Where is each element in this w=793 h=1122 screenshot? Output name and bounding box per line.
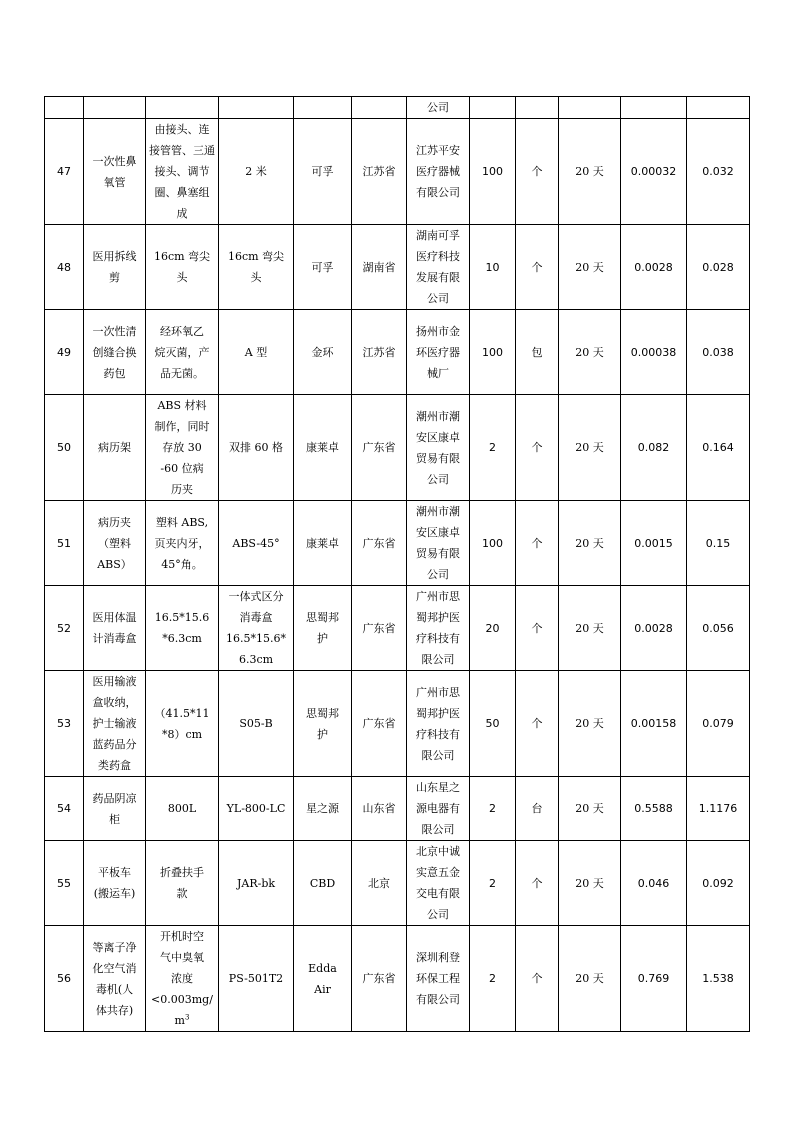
cell-line: 烷灭菌，产 (154, 345, 210, 359)
cell-name (84, 586, 146, 671)
cell-line: *8）cm (161, 727, 203, 741)
cell-line: 平板车 (98, 866, 131, 879)
cell-spec (146, 926, 219, 1032)
cell-line: 蓝药品分 (92, 738, 137, 751)
table-row (45, 501, 750, 586)
cell-line: （41.5*11 (154, 706, 210, 720)
cell-supplier (407, 586, 470, 671)
cell-line: 可孚 (311, 260, 334, 274)
cell-name (84, 501, 146, 586)
cell-supplier (407, 841, 470, 926)
cell-line: 历夹 (171, 483, 193, 496)
cell-unit: 个 (516, 926, 559, 1032)
cell-line: 北京中诚 (416, 845, 460, 858)
cell-line: 械厂 (427, 366, 449, 380)
cell-line: <0.003mg/ (151, 993, 213, 1006)
table-row (45, 777, 750, 841)
cell-line: 发展有限 (416, 271, 460, 284)
cell-brand (294, 841, 352, 926)
cell-line: 护士输液 (92, 717, 137, 730)
cell-total: 0.056 (687, 586, 750, 671)
cell-line: 山东星之 (416, 781, 460, 794)
cell-price: 0.00158 (621, 671, 687, 777)
cell-delivery: 20 天 (559, 501, 621, 586)
cell-model (219, 671, 294, 777)
cell-line: ABS 材料 (157, 399, 207, 412)
cell-qty: 2 (470, 841, 516, 926)
cell-line: 思蜀邦 (306, 706, 339, 720)
cell-no: 52 (45, 586, 84, 671)
cell-line: 星之源 (306, 802, 339, 815)
cell-spec (146, 225, 219, 310)
cell-unit: 个 (516, 671, 559, 777)
cell-delivery: 20 天 (559, 310, 621, 395)
cell-total: 0.092 (687, 841, 750, 926)
cell-origin: 山东省 (352, 777, 407, 841)
cell-name (84, 119, 146, 225)
cell-total: 0.164 (687, 395, 750, 501)
cell-line: Edda (308, 961, 337, 975)
cell-spec (146, 777, 219, 841)
cell-price: 0.769 (621, 926, 687, 1032)
cell-spec (146, 841, 219, 926)
cell-line: 存放 30 (162, 441, 202, 454)
cell-supplier (407, 310, 470, 395)
cell-line: 安区康卓 (416, 526, 460, 539)
cell-unit: 个 (516, 395, 559, 501)
cell-line: 康莱卓 (306, 536, 339, 550)
cell-line: 广州市思 (416, 590, 460, 603)
cell-name (84, 841, 146, 926)
cell-line: A 型 (244, 345, 268, 359)
cell-line: 45°角。 (161, 557, 203, 571)
cell-delivery: 20 天 (559, 225, 621, 310)
cell-line: 限公司 (421, 653, 455, 666)
cell-line: 医用体温 (92, 611, 137, 624)
cell-line: 计消毒盒 (92, 632, 137, 645)
cell-price: 0.0028 (621, 225, 687, 310)
cell-qty: 10 (470, 225, 516, 310)
cell-line: CBD (309, 876, 336, 890)
cell-delivery: 20 天 (559, 671, 621, 777)
cell-origin: 北京 (352, 841, 407, 926)
cell-name (84, 395, 146, 501)
table-row (45, 395, 750, 501)
cell-unit (516, 97, 559, 119)
cell-line: 交电有限 (416, 887, 460, 900)
cell-line: PS-501T2 (228, 972, 284, 985)
cell-delivery: 20 天 (559, 395, 621, 501)
cell-origin: 江苏省 (352, 310, 407, 395)
cell-line: S05-B (239, 717, 273, 730)
cell-line: 气中臭氧 (160, 951, 204, 964)
cell-line: 医疗器械 (416, 165, 460, 178)
cell-brand (294, 225, 352, 310)
cell-line: 16.5*15.6* (226, 632, 286, 645)
cell-no: 55 (45, 841, 84, 926)
cell-total: 0.079 (687, 671, 750, 777)
table-row (45, 586, 750, 671)
cell-price (621, 97, 687, 119)
cell-supplier (407, 395, 470, 501)
cell-spec (146, 310, 219, 395)
cell-total: 0.038 (687, 310, 750, 395)
cell-line: 双排 60 格 (229, 441, 283, 454)
cell-line: 思蜀邦 (306, 611, 339, 624)
cell-unit: 个 (516, 586, 559, 671)
cell-price: 0.0015 (621, 501, 687, 586)
cell-line: 药品阴凉 (92, 791, 137, 805)
cell-no: 53 (45, 671, 84, 777)
cell-name (84, 671, 146, 777)
cell-total: 1.538 (687, 926, 750, 1032)
cell-line: 实意五金 (416, 866, 460, 879)
cell-line: 医用输液 (92, 675, 137, 688)
cell-line: 盒收纳， (92, 696, 137, 709)
cell-model (219, 586, 294, 671)
cell-model (219, 119, 294, 225)
cell-delivery: 20 天 (559, 926, 621, 1032)
cell-line: YL-800-LC (226, 802, 286, 815)
cell-line: 消毒盒 (239, 611, 273, 624)
cell-line: 贸易有限 (416, 451, 460, 465)
cell-origin: 广东省 (352, 671, 407, 777)
cell-line: 蜀邦护医 (416, 706, 460, 720)
cell-line: 护 (317, 632, 328, 645)
cell-supplier: 公司 (407, 97, 470, 119)
cell-no: 51 (45, 501, 84, 586)
cell-delivery: 20 天 (559, 777, 621, 841)
cell-line: 800L (167, 802, 197, 815)
cell-no (45, 97, 84, 119)
cell-price: 0.5588 (621, 777, 687, 841)
cell-line: ABS） (97, 557, 132, 571)
cell-qty: 100 (470, 310, 516, 395)
cell-price: 0.082 (621, 395, 687, 501)
cell-line: 潮州市潮 (416, 505, 460, 518)
cell-line: 开机时空 (160, 930, 204, 943)
cell-origin: 广东省 (352, 586, 407, 671)
cell-no: 49 (45, 310, 84, 395)
cell-line: 金环 (311, 345, 334, 359)
cell-brand (294, 777, 352, 841)
cell-line: 深圳利登 (416, 951, 460, 964)
cell-qty: 20 (470, 586, 516, 671)
cell-line: 品无菌。 (160, 366, 204, 380)
cell-line: 公司 (427, 472, 449, 486)
cell-line: 类药盒 (98, 759, 131, 772)
cell-name (84, 310, 146, 395)
cell-origin: 广东省 (352, 926, 407, 1032)
cell-qty: 50 (470, 671, 516, 777)
cell-line: 可孚 (311, 165, 334, 178)
cell-supplier (407, 926, 470, 1032)
cell-line: 剪 (109, 271, 120, 284)
cell-line: 塑料 ABS, (155, 515, 209, 529)
table-row (45, 841, 750, 926)
cell-line: 一体式区分 (228, 590, 284, 603)
cell-line: 6.3cm (238, 653, 274, 666)
cell-line: 病历架 (98, 441, 131, 454)
cell-line: 疗科技有 (416, 727, 460, 741)
cell-spec (146, 97, 219, 119)
cell-line: 圈、鼻塞组 (154, 186, 210, 199)
cell-line: 病历夹 (98, 515, 131, 529)
cell-line: 一次性清 (92, 324, 137, 338)
cell-line: 由接头、连 (154, 123, 210, 136)
cell-model (219, 926, 294, 1032)
cell-origin: 广东省 (352, 395, 407, 501)
cell-brand (294, 501, 352, 586)
cell-qty: 100 (470, 119, 516, 225)
cell-no: 56 (45, 926, 84, 1032)
cell-line: 疗科技有 (416, 632, 460, 645)
cell-line: ABS-45° (232, 536, 280, 550)
table-row (45, 926, 750, 1032)
cell-price: 0.046 (621, 841, 687, 926)
cell-line: 有限公司 (416, 993, 460, 1006)
cell-line: Air (314, 982, 331, 996)
superscript: 3 (184, 1013, 190, 1022)
cell-brand (294, 586, 352, 671)
cell-line: 江苏平安 (416, 144, 460, 157)
cell-total: 1.1176 (687, 777, 750, 841)
cell-line: 等离子净 (92, 940, 137, 954)
cell-unit: 台 (516, 777, 559, 841)
cell-spec (146, 586, 219, 671)
cell-supplier (407, 501, 470, 586)
table-row (45, 225, 750, 310)
cell-line: 毒机(人 (95, 982, 134, 996)
cell-line: 化空气消 (92, 961, 137, 975)
cell-unit: 个 (516, 501, 559, 586)
cell-delivery (559, 97, 621, 119)
cell-line: 公司 (427, 908, 449, 921)
cell-origin (352, 97, 407, 119)
cell-origin: 湖南省 (352, 225, 407, 310)
cell-total: 0.15 (687, 501, 750, 586)
cell-line: 接管管、三通 (149, 144, 215, 157)
cell-brand (294, 395, 352, 501)
cell-unit: 个 (516, 119, 559, 225)
equipment-table (44, 96, 750, 1032)
cell-line: 16cm 弯尖 (227, 250, 285, 263)
cell-qty: 2 (470, 395, 516, 501)
cell-line: 医用拆线 (92, 250, 137, 263)
cell-qty: 2 (470, 777, 516, 841)
cell-delivery: 20 天 (559, 841, 621, 926)
cell-line: 折叠扶手 (160, 866, 204, 879)
cell-line: 头 (176, 271, 188, 284)
cell-model (219, 395, 294, 501)
cell-name (84, 97, 146, 119)
cell-line: $m^3$ (174, 1013, 190, 1027)
cell-line: 广州市思 (416, 685, 460, 699)
cell-model (219, 777, 294, 841)
cell-spec (146, 395, 219, 501)
cell-model (219, 841, 294, 926)
cell-line: 16cm 弯尖 (153, 250, 211, 263)
cell-supplier (407, 119, 470, 225)
cell-line: 蜀邦护医 (416, 611, 460, 624)
cell-qty: 100 (470, 501, 516, 586)
cell-line: 扬州市金 (416, 324, 460, 338)
cell-total (687, 97, 750, 119)
cell-line: 湖南可孚 (416, 229, 460, 242)
cell-line: 环保工程 (416, 972, 460, 985)
cell-line: 款 (176, 887, 188, 900)
cell-line: 公司 (427, 292, 449, 305)
cell-line: 护 (317, 727, 328, 741)
cell-brand (294, 97, 352, 119)
cell-line: (搬运车) (93, 887, 136, 900)
cell-delivery: 20 天 (559, 119, 621, 225)
cell-line: 成 (176, 207, 188, 220)
cell-line: JAR-bk (236, 876, 276, 890)
cell-model (219, 97, 294, 119)
cell-brand (294, 310, 352, 395)
cell-total: 0.032 (687, 119, 750, 225)
cell-brand (294, 926, 352, 1032)
cell-line: 安区康卓 (416, 430, 460, 444)
cell-line: 接头、调节 (154, 165, 210, 178)
cell-spec (146, 501, 219, 586)
cell-line: 医疗科技 (416, 250, 460, 263)
table-row-continued (45, 97, 750, 119)
table-row (45, 310, 750, 395)
cell-line: 限公司 (421, 748, 455, 762)
cell-line: 氧管 (103, 175, 126, 189)
cell-supplier (407, 777, 470, 841)
cell-name (84, 225, 146, 310)
cell-line: 柜 (109, 812, 120, 826)
table-row (45, 119, 750, 225)
cell-spec (146, 671, 219, 777)
cell-no: 50 (45, 395, 84, 501)
cell-line: 有限公司 (416, 186, 460, 199)
cell-origin: 江苏省 (352, 119, 407, 225)
cell-unit: 个 (516, 225, 559, 310)
cell-no: 47 (45, 119, 84, 225)
cell-line: 头 (250, 271, 262, 284)
cell-line: 潮州市潮 (416, 409, 460, 423)
cell-line: 经环氧乙 (160, 324, 204, 338)
cell-unit: 个 (516, 841, 559, 926)
cell-line: 创缝合换 (92, 345, 137, 359)
cell-no: 48 (45, 225, 84, 310)
cell-line: 贸易有限 (416, 547, 460, 560)
cell-supplier (407, 671, 470, 777)
cell-line: 一次性鼻 (92, 154, 137, 168)
cell-line: 体共存) (95, 1003, 134, 1017)
cell-line: *6.3cm (162, 632, 202, 645)
cell-line: 浓度 (171, 972, 193, 985)
cell-name (84, 926, 146, 1032)
cell-model (219, 501, 294, 586)
cell-qty (470, 97, 516, 119)
cell-total: 0.028 (687, 225, 750, 310)
cell-brand (294, 671, 352, 777)
cell-line: 页夹内牙， (154, 536, 210, 550)
cell-price: 0.00038 (621, 310, 687, 395)
cell-price: 0.0028 (621, 586, 687, 671)
cell-line: 限公司 (421, 823, 455, 836)
cell-line: 制作，同时 (154, 420, 210, 433)
cell-spec (146, 119, 219, 225)
cell-line: 源电器有 (416, 802, 460, 815)
cell-name (84, 777, 146, 841)
cell-model (219, 225, 294, 310)
cell-origin: 广东省 (352, 501, 407, 586)
cell-line: 药包 (103, 366, 126, 380)
cell-qty: 2 (470, 926, 516, 1032)
cell-line: -60 位病 (160, 462, 204, 475)
cell-unit: 包 (516, 310, 559, 395)
cell-no: 54 (45, 777, 84, 841)
cell-line: （塑料 (98, 536, 131, 550)
cell-line: 康莱卓 (306, 441, 339, 454)
cell-price: 0.00032 (621, 119, 687, 225)
cell-line: 环医疗器 (416, 345, 460, 359)
cell-model (219, 310, 294, 395)
cell-line: 公司 (427, 568, 449, 581)
table-row (45, 671, 750, 777)
cell-line: 2 米 (245, 165, 267, 178)
cell-delivery: 20 天 (559, 586, 621, 671)
cell-brand (294, 119, 352, 225)
cell-line: 16.5*15.6 (154, 611, 210, 624)
cell-supplier (407, 225, 470, 310)
